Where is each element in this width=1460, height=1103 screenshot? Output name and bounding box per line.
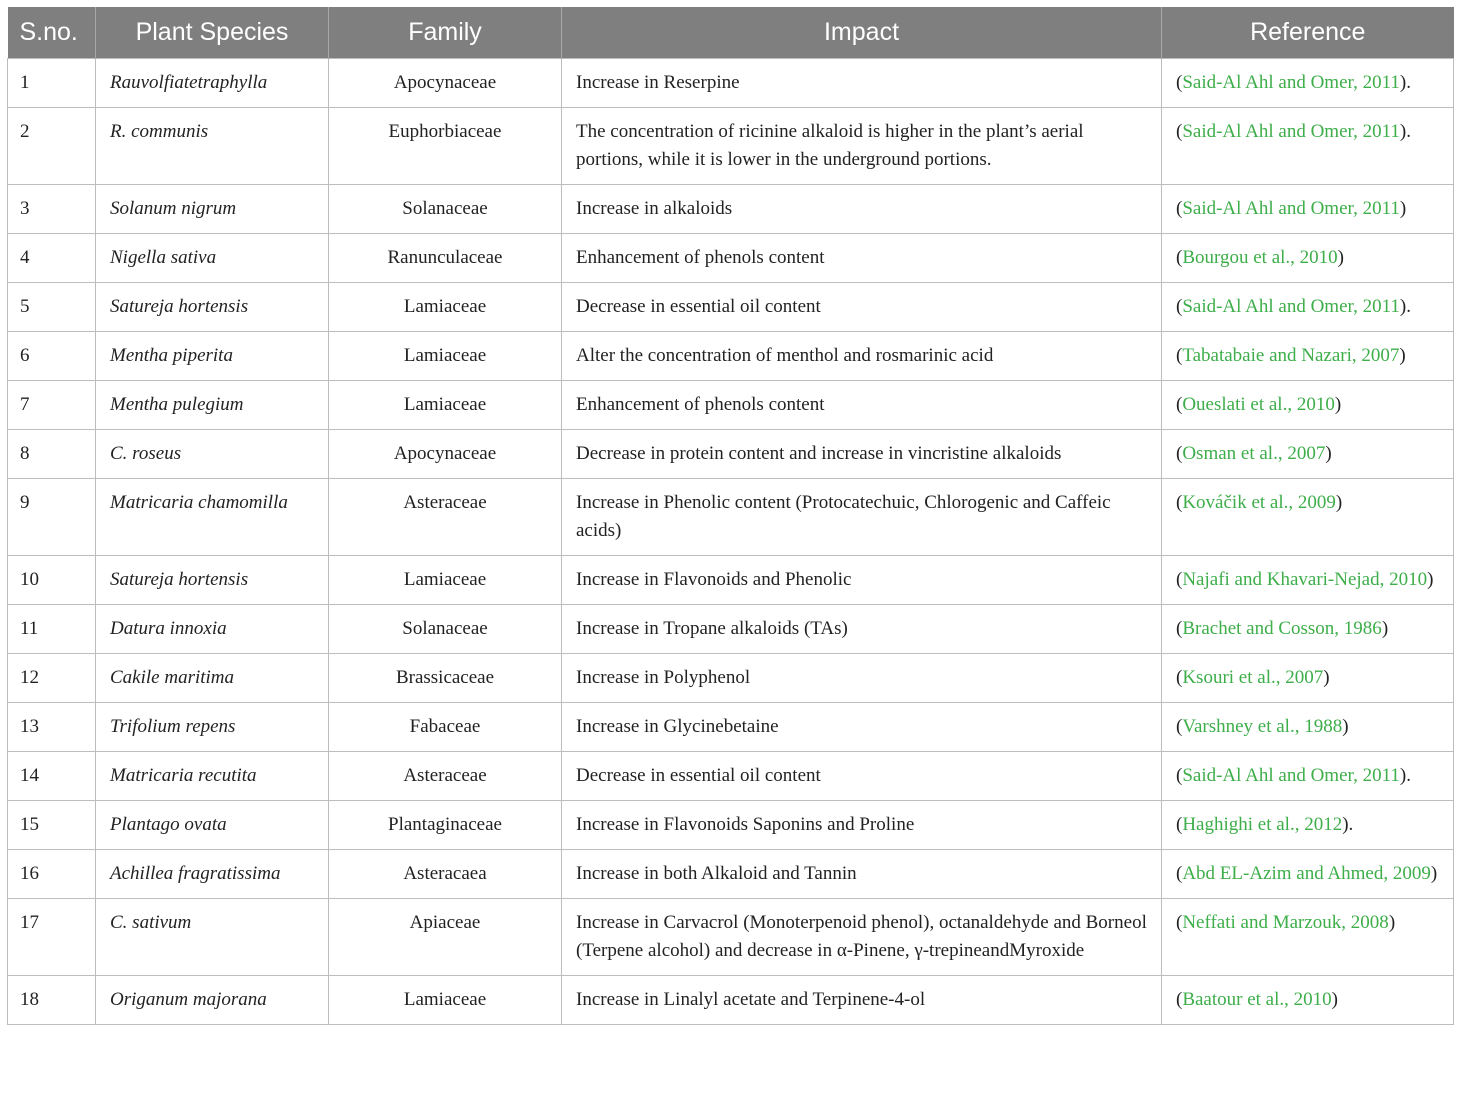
cell-family: Apocynaceae bbox=[329, 430, 562, 479]
table-row bbox=[8, 801, 1454, 850]
cell-reference bbox=[1162, 801, 1454, 850]
table-row bbox=[8, 185, 1454, 234]
reference-suffix: ) bbox=[1430, 863, 1438, 884]
reference-suffix: ). bbox=[1399, 72, 1411, 93]
cell-sno: 18 bbox=[8, 976, 96, 1025]
reference-link[interactable]: Said-Al Ahl and Omer, 2011 bbox=[1182, 765, 1400, 786]
cell-sno: 13 bbox=[8, 703, 96, 752]
cell-impact: Increase in Flavonoids and Phenolic bbox=[562, 556, 1162, 605]
reference-open-paren: ( bbox=[1176, 296, 1183, 317]
cell-reference bbox=[1162, 381, 1454, 430]
cell-family: Lamiaceae bbox=[329, 556, 562, 605]
reference-link[interactable]: Najafi and Khavari-Nejad, 2010 bbox=[1182, 569, 1428, 590]
reference-open-paren: ( bbox=[1176, 716, 1183, 737]
reference-open-paren: ( bbox=[1176, 912, 1183, 933]
reference-open-paren: ( bbox=[1176, 863, 1183, 884]
cell-family: Apiaceae bbox=[329, 899, 562, 976]
cell-species: C. sativum bbox=[96, 899, 329, 976]
cell-family: Solanaceae bbox=[329, 185, 562, 234]
reference-suffix: ) bbox=[1337, 247, 1344, 268]
cell-sno: 6 bbox=[8, 332, 96, 381]
table-row bbox=[8, 332, 1454, 381]
cell-species: Nigella sativa bbox=[96, 234, 329, 283]
reference-link[interactable]: Varshney et al., 1988 bbox=[1182, 716, 1343, 737]
table-row bbox=[8, 556, 1454, 605]
table-row bbox=[8, 381, 1454, 430]
reference-open-paren: ( bbox=[1176, 121, 1183, 142]
cell-impact: Increase in Phenolic content (Protocatechuic, Chlorogenic and Caffeic acids) bbox=[562, 479, 1162, 556]
table-row bbox=[8, 234, 1454, 283]
table-row bbox=[8, 976, 1454, 1025]
table-row bbox=[8, 899, 1454, 976]
cell-reference bbox=[1162, 605, 1454, 654]
cell-species: Datura innoxia bbox=[96, 605, 329, 654]
header-reference: Reference bbox=[1162, 7, 1454, 59]
cell-species: Origanum majorana bbox=[96, 976, 329, 1025]
reference-suffix: ) bbox=[1323, 667, 1330, 688]
cell-species: Plantago ovata bbox=[96, 801, 329, 850]
cell-sno: 14 bbox=[8, 752, 96, 801]
cell-impact: Decrease in essential oil content bbox=[562, 752, 1162, 801]
cell-impact: Increase in Reserpine bbox=[562, 59, 1162, 108]
table-row bbox=[8, 703, 1454, 752]
reference-link[interactable]: Brachet and Cosson, 1986 bbox=[1182, 618, 1382, 639]
reference-suffix: ). bbox=[1399, 121, 1411, 142]
cell-family: Lamiaceae bbox=[329, 976, 562, 1025]
cell-family: Ranunculaceae bbox=[329, 234, 562, 283]
header-sno: S.no. bbox=[8, 7, 96, 59]
reference-open-paren: ( bbox=[1176, 618, 1183, 639]
cell-impact: Alter the concentration of menthol and rosmarinic acid bbox=[562, 332, 1162, 381]
cell-species: Mentha piperita bbox=[96, 332, 329, 381]
cell-reference bbox=[1162, 703, 1454, 752]
cell-family: Plantaginaceae bbox=[329, 801, 562, 850]
cell-family: Asteraceae bbox=[329, 752, 562, 801]
reference-suffix: ). bbox=[1342, 814, 1354, 835]
table-row bbox=[8, 108, 1454, 185]
table-header-row bbox=[8, 7, 1454, 59]
cell-impact: Increase in both Alkaloid and Tannin bbox=[562, 850, 1162, 899]
cell-sno: 11 bbox=[8, 605, 96, 654]
table-row bbox=[8, 283, 1454, 332]
cell-species: Rauvolfiatetraphylla bbox=[96, 59, 329, 108]
cell-family: Lamiaceae bbox=[329, 332, 562, 381]
reference-link[interactable]: Oueslati et al., 2010 bbox=[1182, 394, 1335, 415]
cell-family: Lamiaceae bbox=[329, 381, 562, 430]
cell-sno: 2 bbox=[8, 108, 96, 185]
cell-sno: 1 bbox=[8, 59, 96, 108]
table-row bbox=[8, 752, 1454, 801]
cell-reference bbox=[1162, 332, 1454, 381]
reference-link[interactable]: Baatour et al., 2010 bbox=[1182, 989, 1332, 1010]
cell-impact: Increase in Glycinebetaine bbox=[562, 703, 1162, 752]
cell-sno: 12 bbox=[8, 654, 96, 703]
cell-species: Trifolium repens bbox=[96, 703, 329, 752]
cell-species: Solanum nigrum bbox=[96, 185, 329, 234]
reference-suffix: ) bbox=[1399, 198, 1407, 219]
reference-link[interactable]: Said-Al Ahl and Omer, 2011 bbox=[1182, 296, 1400, 317]
cell-sno: 9 bbox=[8, 479, 96, 556]
table-row bbox=[8, 59, 1454, 108]
table-row bbox=[8, 605, 1454, 654]
reference-open-paren: ( bbox=[1176, 569, 1183, 590]
cell-reference bbox=[1162, 234, 1454, 283]
cell-family: Solanaceae bbox=[329, 605, 562, 654]
reference-suffix: ) bbox=[1427, 569, 1434, 590]
header-family: Family bbox=[329, 7, 562, 59]
cell-family: Apocynaceae bbox=[329, 59, 562, 108]
cell-impact: Enhancement of phenols content bbox=[562, 381, 1162, 430]
reference-open-paren: ( bbox=[1176, 492, 1183, 513]
cell-reference bbox=[1162, 430, 1454, 479]
cell-species: C. roseus bbox=[96, 430, 329, 479]
cell-impact: Increase in alkaloids bbox=[562, 185, 1162, 234]
cell-sno: 15 bbox=[8, 801, 96, 850]
cell-sno: 4 bbox=[8, 234, 96, 283]
header-impact: Impact bbox=[562, 7, 1162, 59]
cell-reference bbox=[1162, 185, 1454, 234]
reference-suffix: ) bbox=[1335, 492, 1343, 513]
cell-reference bbox=[1162, 976, 1454, 1025]
cell-reference bbox=[1162, 654, 1454, 703]
cell-family: Brassicaceae bbox=[329, 654, 562, 703]
cell-species: Mentha pulegium bbox=[96, 381, 329, 430]
cell-impact: Increase in Polyphenol bbox=[562, 654, 1162, 703]
cell-reference bbox=[1162, 850, 1454, 899]
table-row bbox=[8, 654, 1454, 703]
cell-impact: Increase in Tropane alkaloids (TAs) bbox=[562, 605, 1162, 654]
table-row bbox=[8, 479, 1454, 556]
reference-link[interactable]: Kováčik et al., 2009 bbox=[1182, 492, 1336, 513]
reference-link[interactable]: Said-Al Ahl and Omer, 2011 bbox=[1182, 72, 1400, 93]
reference-open-paren: ( bbox=[1176, 989, 1183, 1010]
cell-family: Asteraceae bbox=[329, 479, 562, 556]
cell-family: Lamiaceae bbox=[329, 283, 562, 332]
cell-species: Matricaria chamomilla bbox=[96, 479, 329, 556]
reference-link[interactable]: Ksouri et al., 2007 bbox=[1182, 667, 1324, 688]
cell-species: Matricaria recutita bbox=[96, 752, 329, 801]
cell-species: Cakile maritima bbox=[96, 654, 329, 703]
reference-open-paren: ( bbox=[1176, 394, 1183, 415]
cell-reference bbox=[1162, 899, 1454, 976]
cell-impact: Decrease in essential oil content bbox=[562, 283, 1162, 332]
cell-reference bbox=[1162, 752, 1454, 801]
reference-link[interactable]: Haghighi et al., 2012 bbox=[1182, 814, 1343, 835]
reference-suffix: ) bbox=[1325, 443, 1332, 464]
reference-link[interactable]: Tabatabaie and Nazari, 2007 bbox=[1182, 345, 1400, 366]
reference-suffix: ) bbox=[1331, 989, 1338, 1010]
plant-impact-table bbox=[7, 7, 1454, 1025]
cell-sno: 3 bbox=[8, 185, 96, 234]
cell-family: Asteracaea bbox=[329, 850, 562, 899]
table-container bbox=[7, 7, 1453, 1025]
cell-family: Euphorbiaceae bbox=[329, 108, 562, 185]
reference-open-paren: ( bbox=[1176, 198, 1183, 219]
reference-suffix: ). bbox=[1399, 296, 1411, 317]
cell-reference bbox=[1162, 479, 1454, 556]
cell-impact: Increase in Linalyl acetate and Terpinene-4-ol bbox=[562, 976, 1162, 1025]
cell-reference bbox=[1162, 59, 1454, 108]
reference-open-paren: ( bbox=[1176, 443, 1183, 464]
reference-open-paren: ( bbox=[1176, 765, 1183, 786]
cell-species: Satureja hortensis bbox=[96, 283, 329, 332]
reference-suffix: ). bbox=[1399, 765, 1411, 786]
reference-suffix: ) bbox=[1342, 716, 1349, 737]
reference-link[interactable]: Neffati and Marzouk, 2008 bbox=[1182, 912, 1389, 933]
cell-impact: The concentration of ricinine alkaloid is higher in the plant’s aerial portions, while it is lower in the underground portions. bbox=[562, 108, 1162, 185]
cell-impact: Enhancement of phenols content bbox=[562, 234, 1162, 283]
reference-open-paren: ( bbox=[1176, 247, 1183, 268]
cell-sno: 16 bbox=[8, 850, 96, 899]
header-species: Plant Species bbox=[96, 7, 329, 59]
reference-open-paren: ( bbox=[1176, 345, 1183, 366]
cell-reference bbox=[1162, 108, 1454, 185]
reference-link[interactable]: Abd EL-Azim and Ahmed, 2009 bbox=[1182, 863, 1431, 884]
cell-reference bbox=[1162, 556, 1454, 605]
reference-link[interactable]: Bourgou et al., 2010 bbox=[1182, 247, 1338, 268]
cell-sno: 5 bbox=[8, 283, 96, 332]
cell-family: Fabaceae bbox=[329, 703, 562, 752]
cell-sno: 10 bbox=[8, 556, 96, 605]
table-row bbox=[8, 850, 1454, 899]
cell-species: R. communis bbox=[96, 108, 329, 185]
reference-suffix: ) bbox=[1334, 394, 1342, 415]
reference-link[interactable]: Said-Al Ahl and Omer, 2011 bbox=[1182, 121, 1400, 142]
cell-sno: 7 bbox=[8, 381, 96, 430]
reference-open-paren: ( bbox=[1176, 72, 1183, 93]
reference-open-paren: ( bbox=[1176, 667, 1183, 688]
cell-species: Satureja hortensis bbox=[96, 556, 329, 605]
reference-suffix: ) bbox=[1381, 618, 1389, 639]
cell-sno: 17 bbox=[8, 899, 96, 976]
reference-link[interactable]: Said-Al Ahl and Omer, 2011 bbox=[1182, 198, 1400, 219]
table-row bbox=[8, 430, 1454, 479]
reference-link[interactable]: Osman et al., 2007 bbox=[1182, 443, 1326, 464]
reference-suffix: ) bbox=[1388, 912, 1396, 933]
cell-impact: Increase in Carvacrol (Monoterpenoid phenol), octanaldehyde and Borneol (Terpene alcohol) and decrease in α-Pinene, γ-trepineandMyroxide bbox=[562, 899, 1162, 976]
cell-impact: Decrease in protein content and increase in vincristine alkaloids bbox=[562, 430, 1162, 479]
cell-species: Achillea fragratissima bbox=[96, 850, 329, 899]
cell-impact: Increase in Flavonoids Saponins and Proline bbox=[562, 801, 1162, 850]
cell-reference bbox=[1162, 283, 1454, 332]
cell-sno: 8 bbox=[8, 430, 96, 479]
reference-suffix: ) bbox=[1399, 345, 1406, 366]
reference-open-paren: ( bbox=[1176, 814, 1183, 835]
